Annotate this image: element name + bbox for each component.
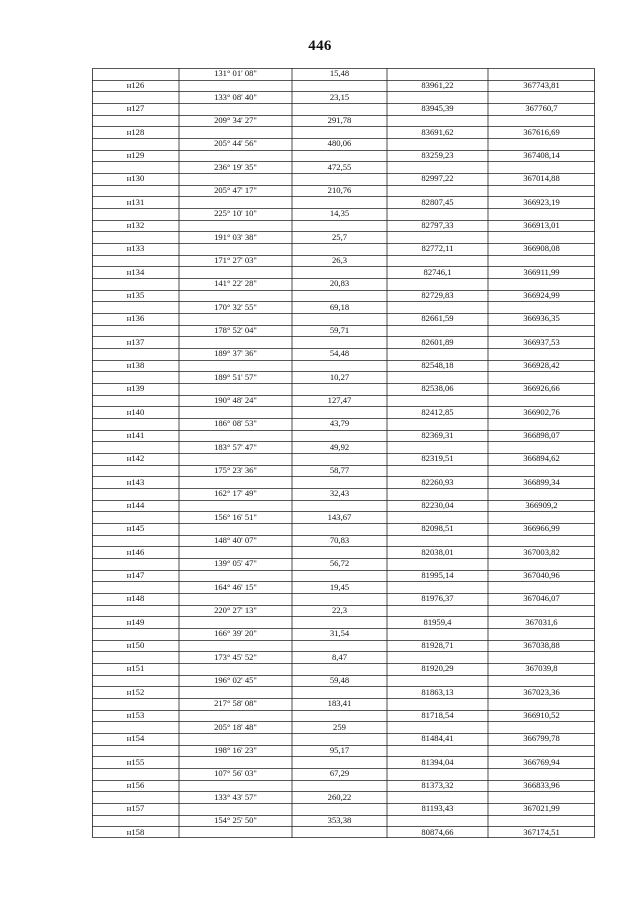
y-cell: 367616,69 [523, 126, 560, 137]
direction-cell: 156° 16' 51" [214, 511, 257, 522]
x-cell: 82548,18 [421, 360, 454, 370]
length-cell: 58,77 [329, 465, 350, 475]
x-cell: 82412,85 [421, 406, 454, 417]
x-cell: 82807,45 [421, 196, 454, 207]
y-cell: 367040,96 [523, 570, 560, 580]
direction-cell: 139° 05' 47" [214, 558, 257, 569]
length-cell: 31,54 [329, 628, 350, 639]
y-cell: 366911,99 [523, 266, 560, 277]
point-cell: н137 [126, 336, 145, 347]
direction-cell: 183° 57' 47" [214, 441, 257, 452]
length-cell: 59,71 [329, 325, 350, 335]
y-cell: 366936,35 [523, 313, 560, 324]
x-cell: 81920,29 [421, 663, 454, 674]
direction-cell: 225° 10' 10" [214, 208, 257, 219]
length-cell: 69,18 [329, 301, 350, 312]
direction-cell: 170° 32' 55" [214, 301, 257, 312]
length-cell: 70,83 [329, 535, 350, 545]
y-cell: 366909,2 [525, 500, 558, 510]
y-cell: 366928,42 [523, 360, 560, 370]
point-cell: н128 [126, 126, 145, 137]
direction-cell: 196° 02' 45" [214, 675, 257, 685]
point-cell: н145 [126, 523, 145, 534]
direction-cell: 162° 17' 49" [214, 488, 257, 499]
direction-cell: 217° 58' 08" [214, 698, 257, 709]
point-cell: н143 [126, 476, 145, 487]
point-cell: н139 [126, 383, 145, 394]
y-cell: 367408,14 [523, 150, 560, 160]
y-cell: 366799,78 [523, 733, 560, 744]
x-cell: 81484,41 [421, 733, 454, 744]
x-cell: 82797,33 [421, 220, 454, 230]
y-cell: 367760,7 [525, 103, 558, 114]
direction-cell: 148° 40' 07" [214, 535, 257, 545]
point-cell: н154 [126, 733, 145, 744]
length-cell: 19,45 [329, 581, 350, 592]
y-cell: 367014,88 [523, 173, 560, 184]
length-cell: 25,7 [331, 231, 348, 242]
point-cell: н127 [126, 103, 145, 114]
y-cell: 366966,99 [523, 523, 560, 534]
y-cell: 366910,52 [523, 710, 560, 720]
direction-cell: 236° 19' 35" [214, 161, 257, 172]
length-cell: 95,17 [329, 745, 350, 755]
x-cell: 82260,93 [421, 476, 454, 487]
direction-cell: 171° 27' 03" [214, 255, 257, 265]
length-cell: 15,48 [329, 68, 350, 79]
direction-cell: 107° 56' 03" [214, 768, 257, 779]
direction-cell: 164° 46' 15" [214, 581, 257, 592]
y-cell: 367743,81 [523, 80, 560, 90]
x-cell: 81863,13 [421, 686, 454, 697]
direction-cell: 205° 44' 56" [214, 138, 257, 149]
y-cell: 366908,08 [523, 243, 560, 254]
length-cell: 54,48 [329, 348, 350, 359]
length-cell: 210,76 [327, 185, 352, 195]
y-cell: 366769,94 [523, 756, 560, 767]
length-cell: 49,92 [329, 441, 350, 452]
y-cell: 366902,76 [523, 406, 560, 417]
point-cell: н142 [126, 453, 145, 464]
y-cell: 366926,66 [523, 383, 560, 394]
point-cell: н151 [126, 663, 145, 674]
x-cell: 82601,89 [421, 336, 454, 347]
length-cell: 14,35 [329, 208, 350, 219]
direction-cell: 166° 39' 20" [214, 628, 257, 639]
x-cell: 81718,54 [421, 710, 454, 720]
x-cell: 81995,14 [421, 570, 454, 580]
length-cell: 32,43 [329, 488, 350, 499]
direction-cell: 178° 52' 04" [214, 325, 257, 335]
direction-cell: 131° 01' 08" [214, 68, 257, 79]
direction-cell: 220° 27' 13" [214, 605, 257, 615]
y-cell: 367021,99 [523, 803, 560, 814]
point-cell: н132 [126, 220, 145, 230]
length-cell: 127,47 [327, 395, 352, 405]
length-cell: 480,06 [327, 138, 352, 149]
point-cell: н156 [126, 780, 145, 790]
point-cell: н126 [126, 80, 145, 90]
x-cell: 81373,32 [421, 780, 454, 790]
y-cell: 367046,07 [523, 593, 560, 604]
length-cell: 353,38 [327, 815, 352, 825]
y-cell: 366923,19 [523, 196, 560, 207]
direction-cell: 133° 43' 57" [214, 791, 257, 802]
length-cell: 143,67 [327, 511, 352, 522]
length-cell: 56,72 [329, 558, 350, 569]
x-cell: 82538,06 [421, 383, 454, 394]
x-cell: 82098,51 [421, 523, 454, 534]
x-cell: 82319,51 [421, 453, 454, 464]
point-cell: н157 [126, 803, 145, 814]
length-cell: 260,22 [327, 791, 352, 802]
direction-cell: 141° 22' 28" [214, 278, 257, 289]
x-cell: 81193,43 [421, 803, 454, 814]
point-cell: н153 [126, 710, 145, 720]
point-cell: н144 [126, 500, 145, 510]
length-cell: 43,79 [329, 418, 350, 429]
y-cell: 366833,96 [523, 780, 560, 790]
direction-cell: 186° 08' 53" [214, 418, 257, 429]
x-cell: 82746,1 [423, 266, 452, 277]
length-cell: 67,29 [329, 768, 350, 779]
y-cell: 366894,62 [523, 453, 560, 464]
point-cell: н146 [126, 546, 145, 557]
direction-cell: 175° 23' 36" [214, 465, 257, 475]
coordinates-table [92, 68, 595, 838]
direction-cell: 133° 08' 40" [214, 91, 257, 102]
x-cell: 82230,04 [421, 500, 454, 510]
point-cell: н134 [126, 266, 145, 277]
length-cell: 8,47 [331, 651, 348, 662]
length-cell: 23,15 [329, 91, 350, 102]
point-cell: н149 [126, 616, 145, 627]
direction-cell: 189° 51' 57" [214, 371, 257, 382]
direction-cell: 154° 25' 50" [214, 815, 257, 825]
direction-cell: 205° 18' 48" [214, 721, 257, 732]
length-cell: 22,3 [331, 605, 348, 615]
y-cell: 366913,01 [523, 220, 560, 230]
y-cell: 367174,51 [523, 826, 560, 837]
length-cell: 20,83 [329, 278, 350, 289]
point-cell: н136 [126, 313, 145, 324]
direction-cell: 198° 16' 23" [214, 745, 257, 755]
length-cell: 259 [333, 721, 346, 732]
x-cell: 83691,62 [421, 126, 454, 137]
x-cell: 81394,04 [421, 756, 454, 767]
point-cell: н130 [126, 173, 145, 184]
point-cell: н131 [126, 196, 145, 207]
point-cell: н155 [126, 756, 145, 767]
y-cell: 366899,34 [523, 476, 560, 487]
x-cell: 83961,22 [421, 80, 454, 90]
y-cell: 367038,88 [523, 640, 560, 650]
length-cell: 291,78 [327, 115, 352, 125]
point-cell: н129 [126, 150, 145, 160]
length-cell: 472,55 [327, 161, 352, 172]
direction-cell: 173° 45' 52" [214, 651, 257, 662]
point-cell: н152 [126, 686, 145, 697]
point-cell: н140 [126, 406, 145, 417]
x-cell: 82038,01 [421, 546, 454, 557]
x-cell: 81959,4 [423, 616, 452, 627]
x-cell: 82997,22 [421, 173, 454, 184]
y-cell: 367039,8 [525, 663, 558, 674]
y-cell: 366937,53 [523, 336, 560, 347]
point-cell: н135 [126, 290, 145, 300]
x-cell: 81928,71 [421, 640, 454, 650]
point-cell: н150 [126, 640, 145, 650]
length-cell: 10,27 [329, 371, 350, 382]
length-cell: 59,48 [329, 675, 350, 685]
x-cell: 82369,31 [421, 430, 454, 440]
x-cell: 82729,83 [421, 290, 454, 300]
x-cell: 80874,66 [421, 826, 454, 837]
y-cell: 367031,6 [525, 616, 558, 627]
x-cell: 81976,37 [421, 593, 454, 604]
point-cell: н148 [126, 593, 145, 604]
length-cell: 26,3 [331, 255, 348, 265]
direction-cell: 190° 48' 24" [214, 395, 257, 405]
point-cell: н138 [126, 360, 145, 370]
y-cell: 367023,36 [523, 686, 560, 697]
direction-cell: 189° 37' 36" [214, 348, 257, 359]
x-cell: 83259,23 [421, 150, 454, 160]
x-cell: 83945,39 [421, 103, 454, 114]
x-cell: 82772,11 [421, 243, 454, 254]
direction-cell: 209° 34' 27" [214, 115, 257, 125]
point-cell: н141 [126, 430, 145, 440]
y-cell: 367003,82 [523, 546, 560, 557]
x-cell: 82661,59 [421, 313, 454, 324]
point-cell: н133 [126, 243, 145, 254]
page-number: 446 [308, 38, 332, 54]
y-cell: 366898,07 [523, 430, 560, 440]
y-cell: 366924,99 [523, 290, 560, 300]
point-cell: н158 [126, 826, 145, 837]
direction-cell: 191° 03' 38" [214, 231, 257, 242]
direction-cell: 205° 47' 17" [214, 185, 257, 195]
length-cell: 183,41 [327, 698, 352, 709]
point-cell: н147 [126, 570, 145, 580]
